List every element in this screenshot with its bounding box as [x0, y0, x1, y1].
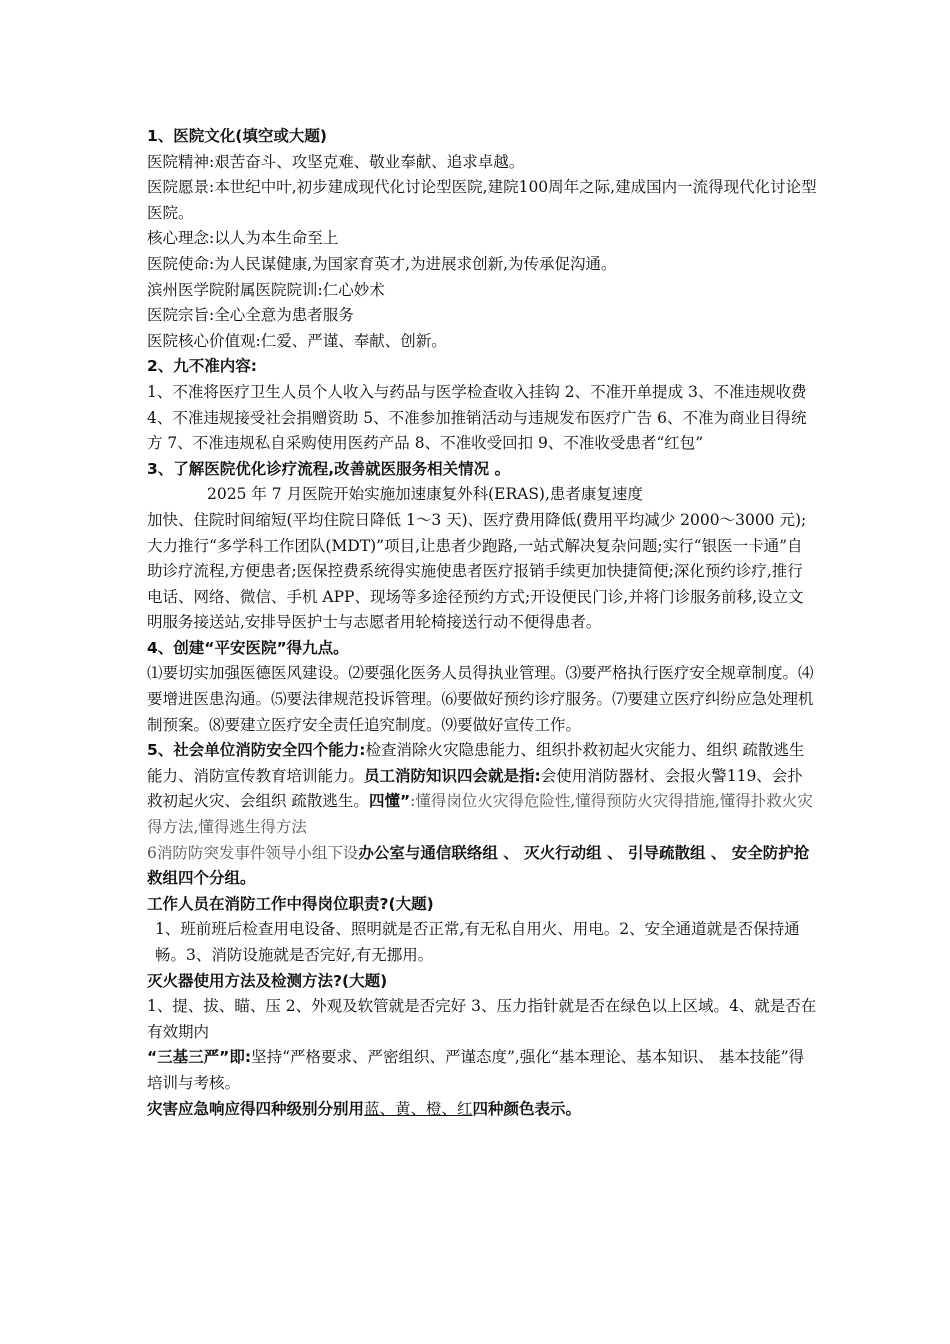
nine-prohibitions: 1、不准将医疗卫生人员个人收入与药品与医学检查收入挂钩 2、不准开单提成 3、不准违规收费 4、不准违规接受社会捐赠资助 5、不准参加推销活动与违规发布医疗广告 6、不准为商业目得统方 7、不准违规私自采购使用医药产品 8、不准收受回扣 9、不准收受患者“红包”	[147, 382, 807, 453]
document-page	[147, 124, 817, 1122]
four-abilities: 检查消除火灾隐患能力、组织扑救初起火灾能力、组织 疏散逃生能力、消防宣传教育培训能力。	[147, 741, 805, 785]
service-improvements: 加快、住院时间缩短(平均住院日降低 1～3 天)、医疗费用降低(费用平均减少 2000～3000 元);大力推行“多学科工作团队(MDT)”项目,让患者少跑路,一站式解决复杂问题;实行“银医一卡通”自助诊疗流程,方便患者;医保控费系统得实施使患者医疗报销手续更加快捷简便;深化预约诊疗,推行电话、网络、微信、手机 APP、现场等多途径预约方式;开设便民门诊,并将门诊服务前移,设立文明服务接送站,安排导医护士与志愿者用轮椅接送行动不便得患者。	[147, 510, 807, 632]
disaster-level-colors: 蓝、黄、橙、红	[364, 1099, 473, 1118]
extinguisher-method: 1、提、拔、瞄、压 2、外观及软管就是否完好 3、压力指针就是否在绿色以上区域。4、就是否在有效期内	[147, 997, 817, 1041]
eras-intro: 2025 年 7 月医院开始实施加速康复外科(ERAS),患者康复速度	[207, 485, 643, 504]
hospital-vision: 医院愿景:本世纪中叶,初步建成现代化讨论型医院,建院100周年之际,建成国内一流得现代化讨论型医院。	[147, 178, 817, 222]
three-basics	[147, 1045, 817, 1096]
four-can: 会使用消防器材、会报火警119、会扑救初起火灾、会组织 疏散逃生。	[147, 766, 803, 811]
fire-safety-paragraph	[147, 738, 817, 840]
core-values: 医院核心价值观:仁爱、严谨、奉献、创新。	[147, 331, 447, 350]
section-4-title: 4、创建“平安医院”得九点。	[147, 638, 349, 657]
four-know: :懂得岗位火灾得危险性,懂得预防火灾得措施,懂得扑救火灾得方法,懂得逃生得方法	[147, 792, 813, 837]
hospital-motto: 滨州医学院附属医院院训:仁心妙术	[147, 280, 385, 299]
fire-duties: 1、班前班后检查用电设备、照明就是否正常,有无私自用火、用电。2、安全通道就是否保持通畅。3、消防设施就是否完好,有无挪用。	[155, 920, 800, 964]
three-basics-title: “三基三严”即:	[147, 1048, 252, 1067]
section-1-title: 1、医院文化(填空或大题)	[147, 127, 327, 145]
disaster-levels-suffix: 四种颜色表示。	[472, 1099, 582, 1118]
emergency-groups	[147, 841, 817, 892]
emergency-groups-prefix: 6消防防突发事件领导小组下设	[147, 843, 359, 862]
section-duties-title: 工作人员在消防工作中得岗位职责?(大题)	[147, 894, 434, 913]
emergency-groups-list: 办公室与通信联络组 、 灭火行动组 、 引导疏散组 、 安全防护抢救组四个分组。	[147, 843, 810, 888]
safe-hospital-points: ⑴要切实加强医德医风建设。⑵要强化医务人员得执业管理。⑶要严格执行医疗安全规章制度。⑷要增进医患沟通。⑸要法律规范投诉管理。⑹要做好预约诊疗服务。⑺要建立医疗纠纷应急处理机制预案。⑻要建立医疗安全责任追究制度。⑼要做好宣传工作。	[147, 664, 814, 734]
four-know-title: 四懂”	[368, 792, 411, 811]
disaster-levels-prefix: 灾害应急响应得四种级别分别用	[147, 1099, 365, 1118]
staff-four-can-title: 员工消防知识四会就是指:	[364, 766, 541, 785]
disaster-levels	[147, 1097, 817, 1123]
hospital-aim: 医院宗旨:全心全意为患者服务	[147, 306, 354, 325]
hospital-spirit: 医院精神:艰苦奋斗、攻坚克难、敬业奉献、追求卓越。	[147, 152, 525, 171]
section-5-title: 5、社会单位消防安全四个能力:	[147, 741, 366, 760]
core-concept: 核心理念:以人为本生命至上	[147, 229, 339, 248]
section-2-title: 2、九不准内容:	[147, 357, 257, 376]
hospital-mission: 医院使命:为人民谋健康,为国家育英才,为进展求创新,为传承促沟通。	[147, 254, 617, 273]
section-extinguisher-title: 灭火器使用方法及检测方法?(大题)	[147, 971, 388, 990]
section-3-title: 3、了解医院优化诊疗流程,改善就医服务相关情况 。	[147, 459, 511, 478]
three-basics-body: 坚持“严格要求、严密组织、严谨态度”,强化“基本理论、基本知识、 基本技能”得培训与考核。	[147, 1048, 805, 1092]
